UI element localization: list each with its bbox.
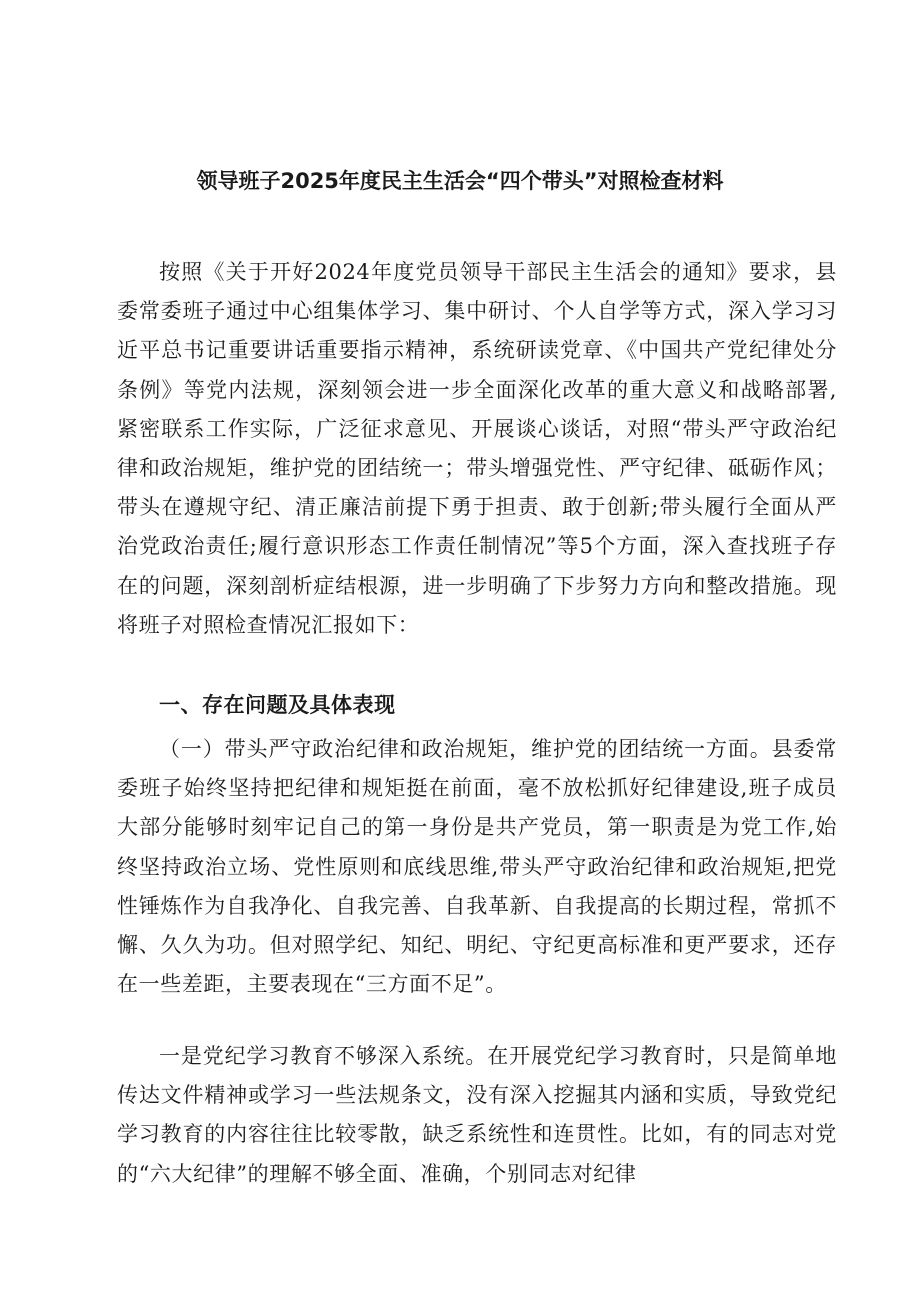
point-one-paragraph: 一是党纪学习教育不够深入系统。在开展党纪学习教育时，只是简单地传达文件精神或学习一些法规条文，没有深入挖掘其内涵和实质，导致党纪学习教育的内容往往比较零散，缺乏系统性和连贯性。比如，有的同志对党的“六大纪律”的理解不够全面、准确，个别同志对纪律 <box>117 1044 837 1186</box>
intro-paragraph: 按照《关于开好2024年度党员领导干部民主生活会的通知》要求，县委常委班子通过中心组集体学习、集中研讨、个人自学等方式，深入学习习近平总书记重要讲话重要指示精神，系统研读党章、《中国共产党纪律处分条例》等党内法规，深刻领会进一步全面深化改革的重大意义和战略部署,紧密联系工作实际，广泛征求意见、开展谈心谈话，对照“带头严守政治纪律和政治规矩，维护党的团结统一；带头增强党性、严守纪律、砥砺作风；带头在遵规守纪、清正廉洁前提下勇于担责、敢于创新;带头履行全面从严治党政治责任;履行意识形态工作责任制情况”等5个方面，深入查找班子存在的问题，深刻剖析症结根源，进一步明确了下步努力方向和整改措施。现将班子对照检查情况汇报如下： <box>117 260 837 637</box>
section-heading-block <box>117 686 837 724</box>
subsection-one-paragraph: （一）带头严守政治纪律和政治规矩，维护党的团结统一方面。县委常委班子始终坚持把纪律和规矩挺在前面，毫不放松抓好纪律建设,班子成员大部分能够时刻牢记自己的第一身份是共产党员，第一职责是为党工作,始终坚持政治立场、党性原则和底线思维,带头严守政治纪律和政治规矩,把党性锤炼作为自我净化、自我完善、自我革新、自我提高的长期过程，常抓不懈、久久为功。但对照学纪、知纪、明纪、守纪更高标准和更严要求，还存在一些差距，主要表现在“三方面不足”。 <box>117 737 837 997</box>
point-one <box>117 1037 837 1194</box>
section-heading: 一、存在问题及具体表现 <box>159 693 396 717</box>
subsection-one <box>117 730 837 1004</box>
document-title: 领导班子2025年度民主生活会“四个带头”对照检查材料 <box>196 169 724 193</box>
intro-section <box>117 253 837 645</box>
